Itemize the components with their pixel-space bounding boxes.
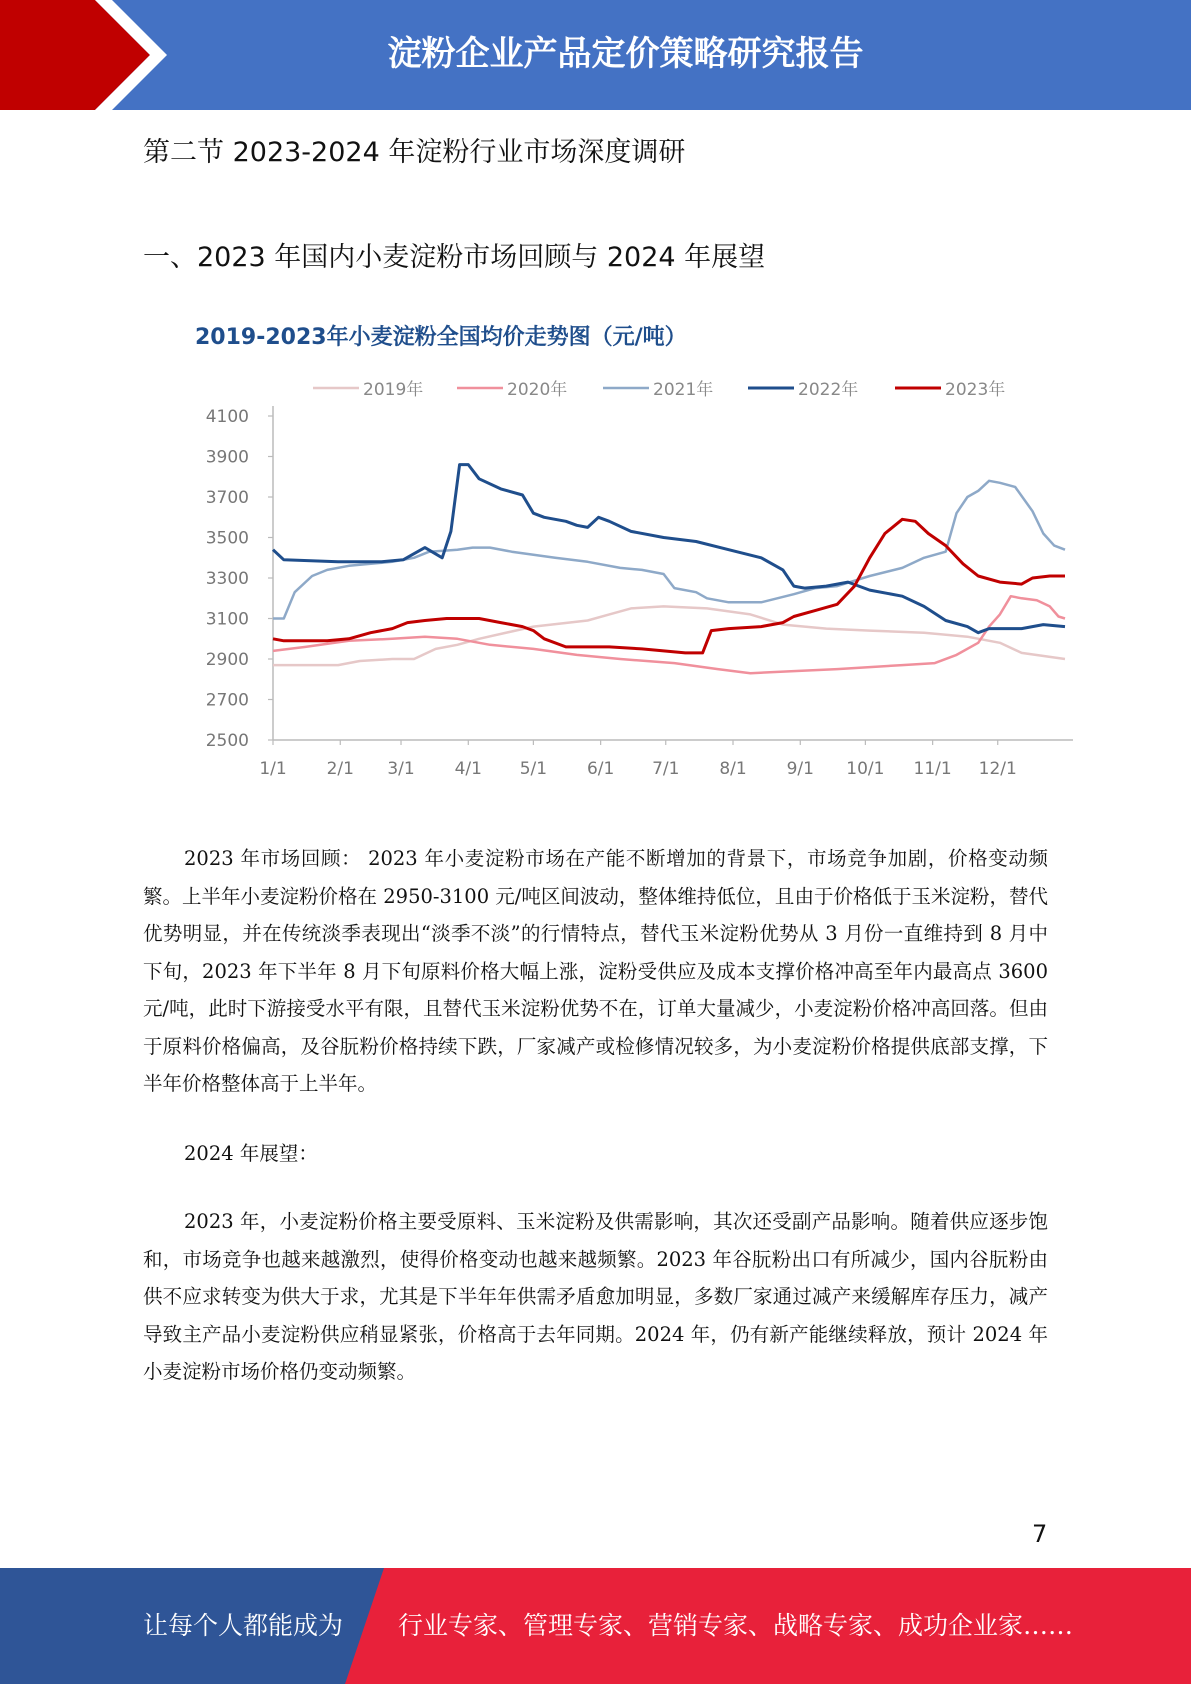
y-tick-label-8: 2500 bbox=[205, 731, 249, 751]
legend-label-2: 2021年 bbox=[653, 380, 714, 400]
paragraph-outlook: 2023 年，小麦淀粉价格主要受原料、玉米淀粉及供需影响，其次还受副产品影响。随着供应逐步饱和，市场竞争也越来越激烈，使得价格变动也越来越频繁。2023 年谷朊粉出口有所减少，国内谷朊粉由供不应求转变为供大于求，尤其是下半年年供需矛盾愈加明显，多数厂家通过减产来缓解库存压力，减产导致主产品小麦淀粉供应稍显紧张，价格高于去年同期。2024 年，仍有新产能继续释放，预计 2024 年小麦淀粉市场价格仍变动频繁。 bbox=[143, 1210, 1048, 1383]
x-tick-label-11: 12/1 bbox=[978, 759, 1017, 779]
x-tick-label-6: 7/1 bbox=[652, 759, 680, 779]
y-tick-label-0: 4100 bbox=[205, 407, 249, 427]
chart-series bbox=[273, 465, 1065, 674]
header-title: 淀粉企业产品定价策略研究报告 bbox=[387, 34, 864, 74]
section-title: 第二节 2023-2024 年淀粉行业市场深度调研 bbox=[143, 137, 686, 168]
y-tick-label-2: 3700 bbox=[205, 488, 249, 508]
series-line-2019年 bbox=[273, 606, 1065, 665]
legend-label-3: 2022年 bbox=[798, 380, 859, 400]
x-tick-label-10: 11/1 bbox=[913, 759, 952, 779]
x-tick-label-2: 3/1 bbox=[387, 759, 415, 779]
y-tick-label-7: 2700 bbox=[205, 690, 249, 711]
y-tick-label-1: 3900 bbox=[205, 447, 249, 468]
y-tick-label-5: 3100 bbox=[205, 609, 249, 630]
x-tick-label-8: 9/1 bbox=[786, 759, 814, 779]
y-tick-label-6: 2900 bbox=[205, 650, 249, 670]
series-line-2021年 bbox=[273, 481, 1065, 619]
footer-slogan-left: 让每个人都能成为 bbox=[143, 1611, 344, 1640]
chart-axes bbox=[206, 406, 1073, 779]
legend-label-4: 2023年 bbox=[945, 380, 1006, 400]
footer-slogan-right: 行业专家、管理专家、营销专家、战略专家、成功企业家…… bbox=[398, 1611, 1074, 1640]
legend-label-0: 2019年 bbox=[363, 380, 424, 400]
page-header bbox=[0, 0, 1191, 110]
legend-label-1: 2020年 bbox=[507, 380, 568, 400]
chart-legend bbox=[313, 379, 1005, 400]
x-tick-label-3: 4/1 bbox=[454, 759, 482, 779]
chart-title: 2019-2023年小麦淀粉全国均价走势图（元/吨） bbox=[195, 325, 687, 350]
page-number: 7 bbox=[1032, 1520, 1048, 1548]
x-tick-label-0: 1/1 bbox=[259, 759, 287, 779]
chart-svg bbox=[185, 318, 1075, 788]
x-tick-label-9: 10/1 bbox=[846, 759, 885, 779]
paragraph-review: 2023 年市场回顾： 2023 年小麦淀粉市场在产能不断增加的背景下，市场竞争加剧，价格变动频繁。上半年小麦淀粉价格在 2950-3100 元/吨区间波动，整体维持低位，且由于价格低于玉米淀粉，替代优势明显，并在传统淡季表现出“淡季不淡”的行情特点，替代玉米淀粉优势从 3 月份一直维持到 8 月中下旬，2023 年下半年 8 月下旬原料价格大幅上涨，淀粉受供应及成本支撑价格冲高至年内最高点 3600 元/吨，此时下游接受水平有限，且替代玉米淀粉优势不在，订单大量减少，小麦淀粉价格冲高回落。但由于原料价格偏高，及谷朊粉价格持续下跌，厂家减产或检修情况较多，为小麦淀粉价格提供底部支撑，下半年价格整体高于上半年。 bbox=[143, 847, 1048, 1095]
x-tick-label-1: 2/1 bbox=[326, 759, 354, 779]
price-trend-chart bbox=[185, 318, 1075, 788]
y-tick-label-4: 3300 bbox=[205, 569, 249, 589]
y-tick-label-3: 3500 bbox=[205, 528, 249, 549]
x-tick-label-4: 5/1 bbox=[519, 759, 548, 779]
subsection-title: 一、2023 年国内小麦淀粉市场回顾与 2024 年展望 bbox=[143, 242, 766, 273]
x-tick-label-7: 8/1 bbox=[719, 759, 747, 779]
x-tick-label-5: 6/1 bbox=[586, 759, 615, 779]
page-footer bbox=[0, 1568, 1191, 1684]
paragraph-outlook-heading: 2024 年展望： bbox=[184, 1142, 318, 1165]
